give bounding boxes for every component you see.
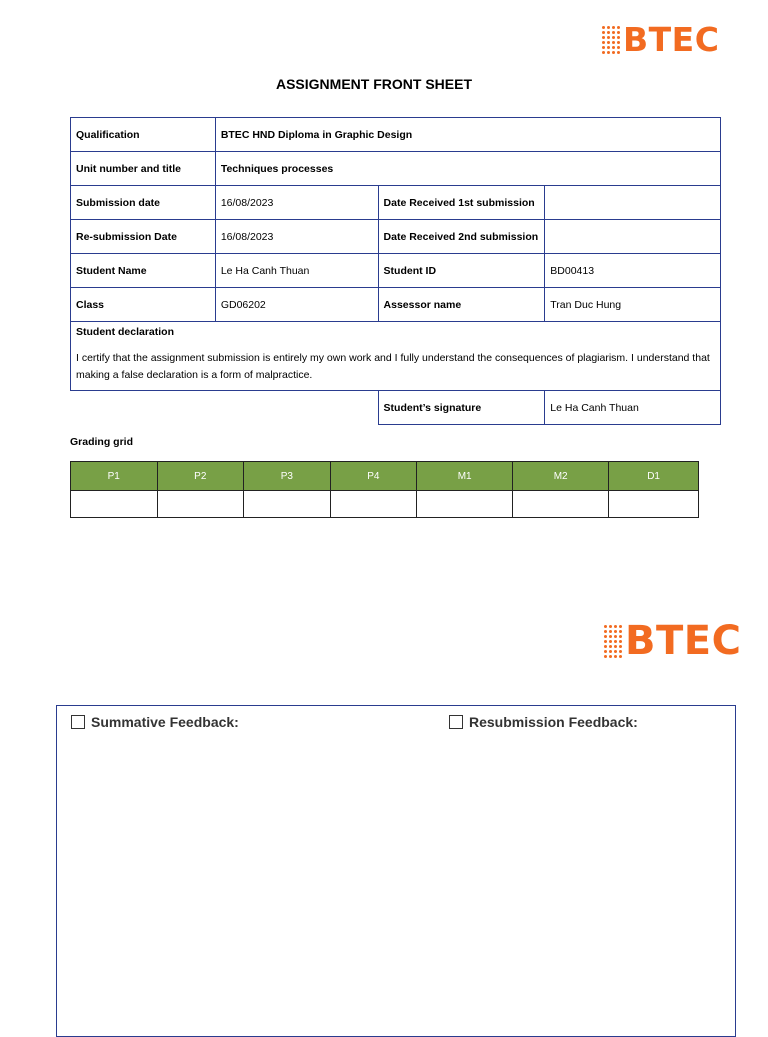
received-1st-label: Date Received 1st submission bbox=[378, 186, 545, 220]
front-sheet-table bbox=[70, 117, 721, 425]
grade-cell bbox=[417, 491, 513, 518]
logo-dots-icon bbox=[602, 26, 620, 54]
feedback-box bbox=[56, 705, 736, 1037]
declaration-title: Student declaration bbox=[76, 326, 175, 338]
checkbox-icon[interactable] bbox=[449, 715, 463, 729]
summative-feedback[interactable] bbox=[71, 714, 239, 730]
grading-grid bbox=[70, 461, 699, 518]
received-2nd-label: Date Received 2nd submission bbox=[378, 220, 545, 254]
grade-cell bbox=[157, 491, 244, 518]
resubmission-date-value: 16/08/2023 bbox=[215, 220, 378, 254]
grade-cell bbox=[244, 491, 331, 518]
grade-header-p3: P3 bbox=[244, 462, 331, 491]
grading-header-row bbox=[71, 462, 699, 491]
student-name-label: Student Name bbox=[71, 254, 216, 288]
student-name-value: Le Ha Canh Thuan bbox=[215, 254, 378, 288]
student-declaration bbox=[71, 322, 721, 391]
grade-header-d1: D1 bbox=[609, 462, 699, 491]
grade-header-p4: P4 bbox=[330, 462, 417, 491]
signature-label: Student’s signature bbox=[378, 391, 545, 425]
resubmission-feedback-label: Resubmission Feedback: bbox=[469, 714, 638, 730]
page-title: ASSIGNMENT FRONT SHEET bbox=[275, 76, 472, 92]
table-row bbox=[71, 118, 721, 152]
checkbox-icon[interactable] bbox=[71, 715, 85, 729]
grade-header-p1: P1 bbox=[71, 462, 158, 491]
resubmission-date-label: Re-submission Date bbox=[71, 220, 216, 254]
assessor-value: Tran Duc Hung bbox=[545, 288, 721, 322]
grading-value-row bbox=[71, 491, 699, 518]
unit-value: Techniques processes bbox=[215, 152, 720, 186]
received-1st-value bbox=[545, 186, 721, 220]
grading-grid-label: Grading grid bbox=[70, 436, 133, 448]
grade-header-m2: M2 bbox=[513, 462, 609, 491]
grade-cell bbox=[513, 491, 609, 518]
received-2nd-value bbox=[545, 220, 721, 254]
submission-date-value: 16/08/2023 bbox=[215, 186, 378, 220]
table-row bbox=[71, 288, 721, 322]
declaration-text: I certify that the assignment submission is entirely my own work and I fully understand the consequences of plagiarism. I understand that making a false declaration is a form of malpractice. bbox=[76, 352, 710, 381]
grade-cell bbox=[71, 491, 158, 518]
table-row bbox=[71, 220, 721, 254]
summative-feedback-label: Summative Feedback: bbox=[91, 714, 239, 730]
table-row bbox=[71, 391, 721, 425]
qualification-value: BTEC HND Diploma in Graphic Design bbox=[215, 118, 720, 152]
btec-logo-page2 bbox=[604, 616, 741, 666]
submission-date-label: Submission date bbox=[71, 186, 216, 220]
assessor-label: Assessor name bbox=[378, 288, 545, 322]
table-row bbox=[71, 254, 721, 288]
logo-text: BTEC bbox=[625, 618, 742, 664]
table-row bbox=[71, 186, 721, 220]
btec-logo bbox=[602, 20, 719, 60]
grade-header-p2: P2 bbox=[157, 462, 244, 491]
grade-header-m1: M1 bbox=[417, 462, 513, 491]
grade-cell bbox=[609, 491, 699, 518]
table-row bbox=[71, 322, 721, 391]
grade-cell bbox=[330, 491, 417, 518]
student-id-value: BD00413 bbox=[545, 254, 721, 288]
class-label: Class bbox=[71, 288, 216, 322]
unit-label: Unit number and title bbox=[71, 152, 216, 186]
student-id-label: Student ID bbox=[378, 254, 545, 288]
signature-value: Le Ha Canh Thuan bbox=[545, 391, 721, 425]
table-row bbox=[71, 152, 721, 186]
empty-cell bbox=[71, 391, 379, 425]
logo-text: BTEC bbox=[623, 20, 720, 59]
qualification-label: Qualification bbox=[71, 118, 216, 152]
class-value: GD06202 bbox=[215, 288, 378, 322]
resubmission-feedback[interactable] bbox=[449, 714, 638, 730]
logo-dots-icon bbox=[604, 625, 622, 658]
